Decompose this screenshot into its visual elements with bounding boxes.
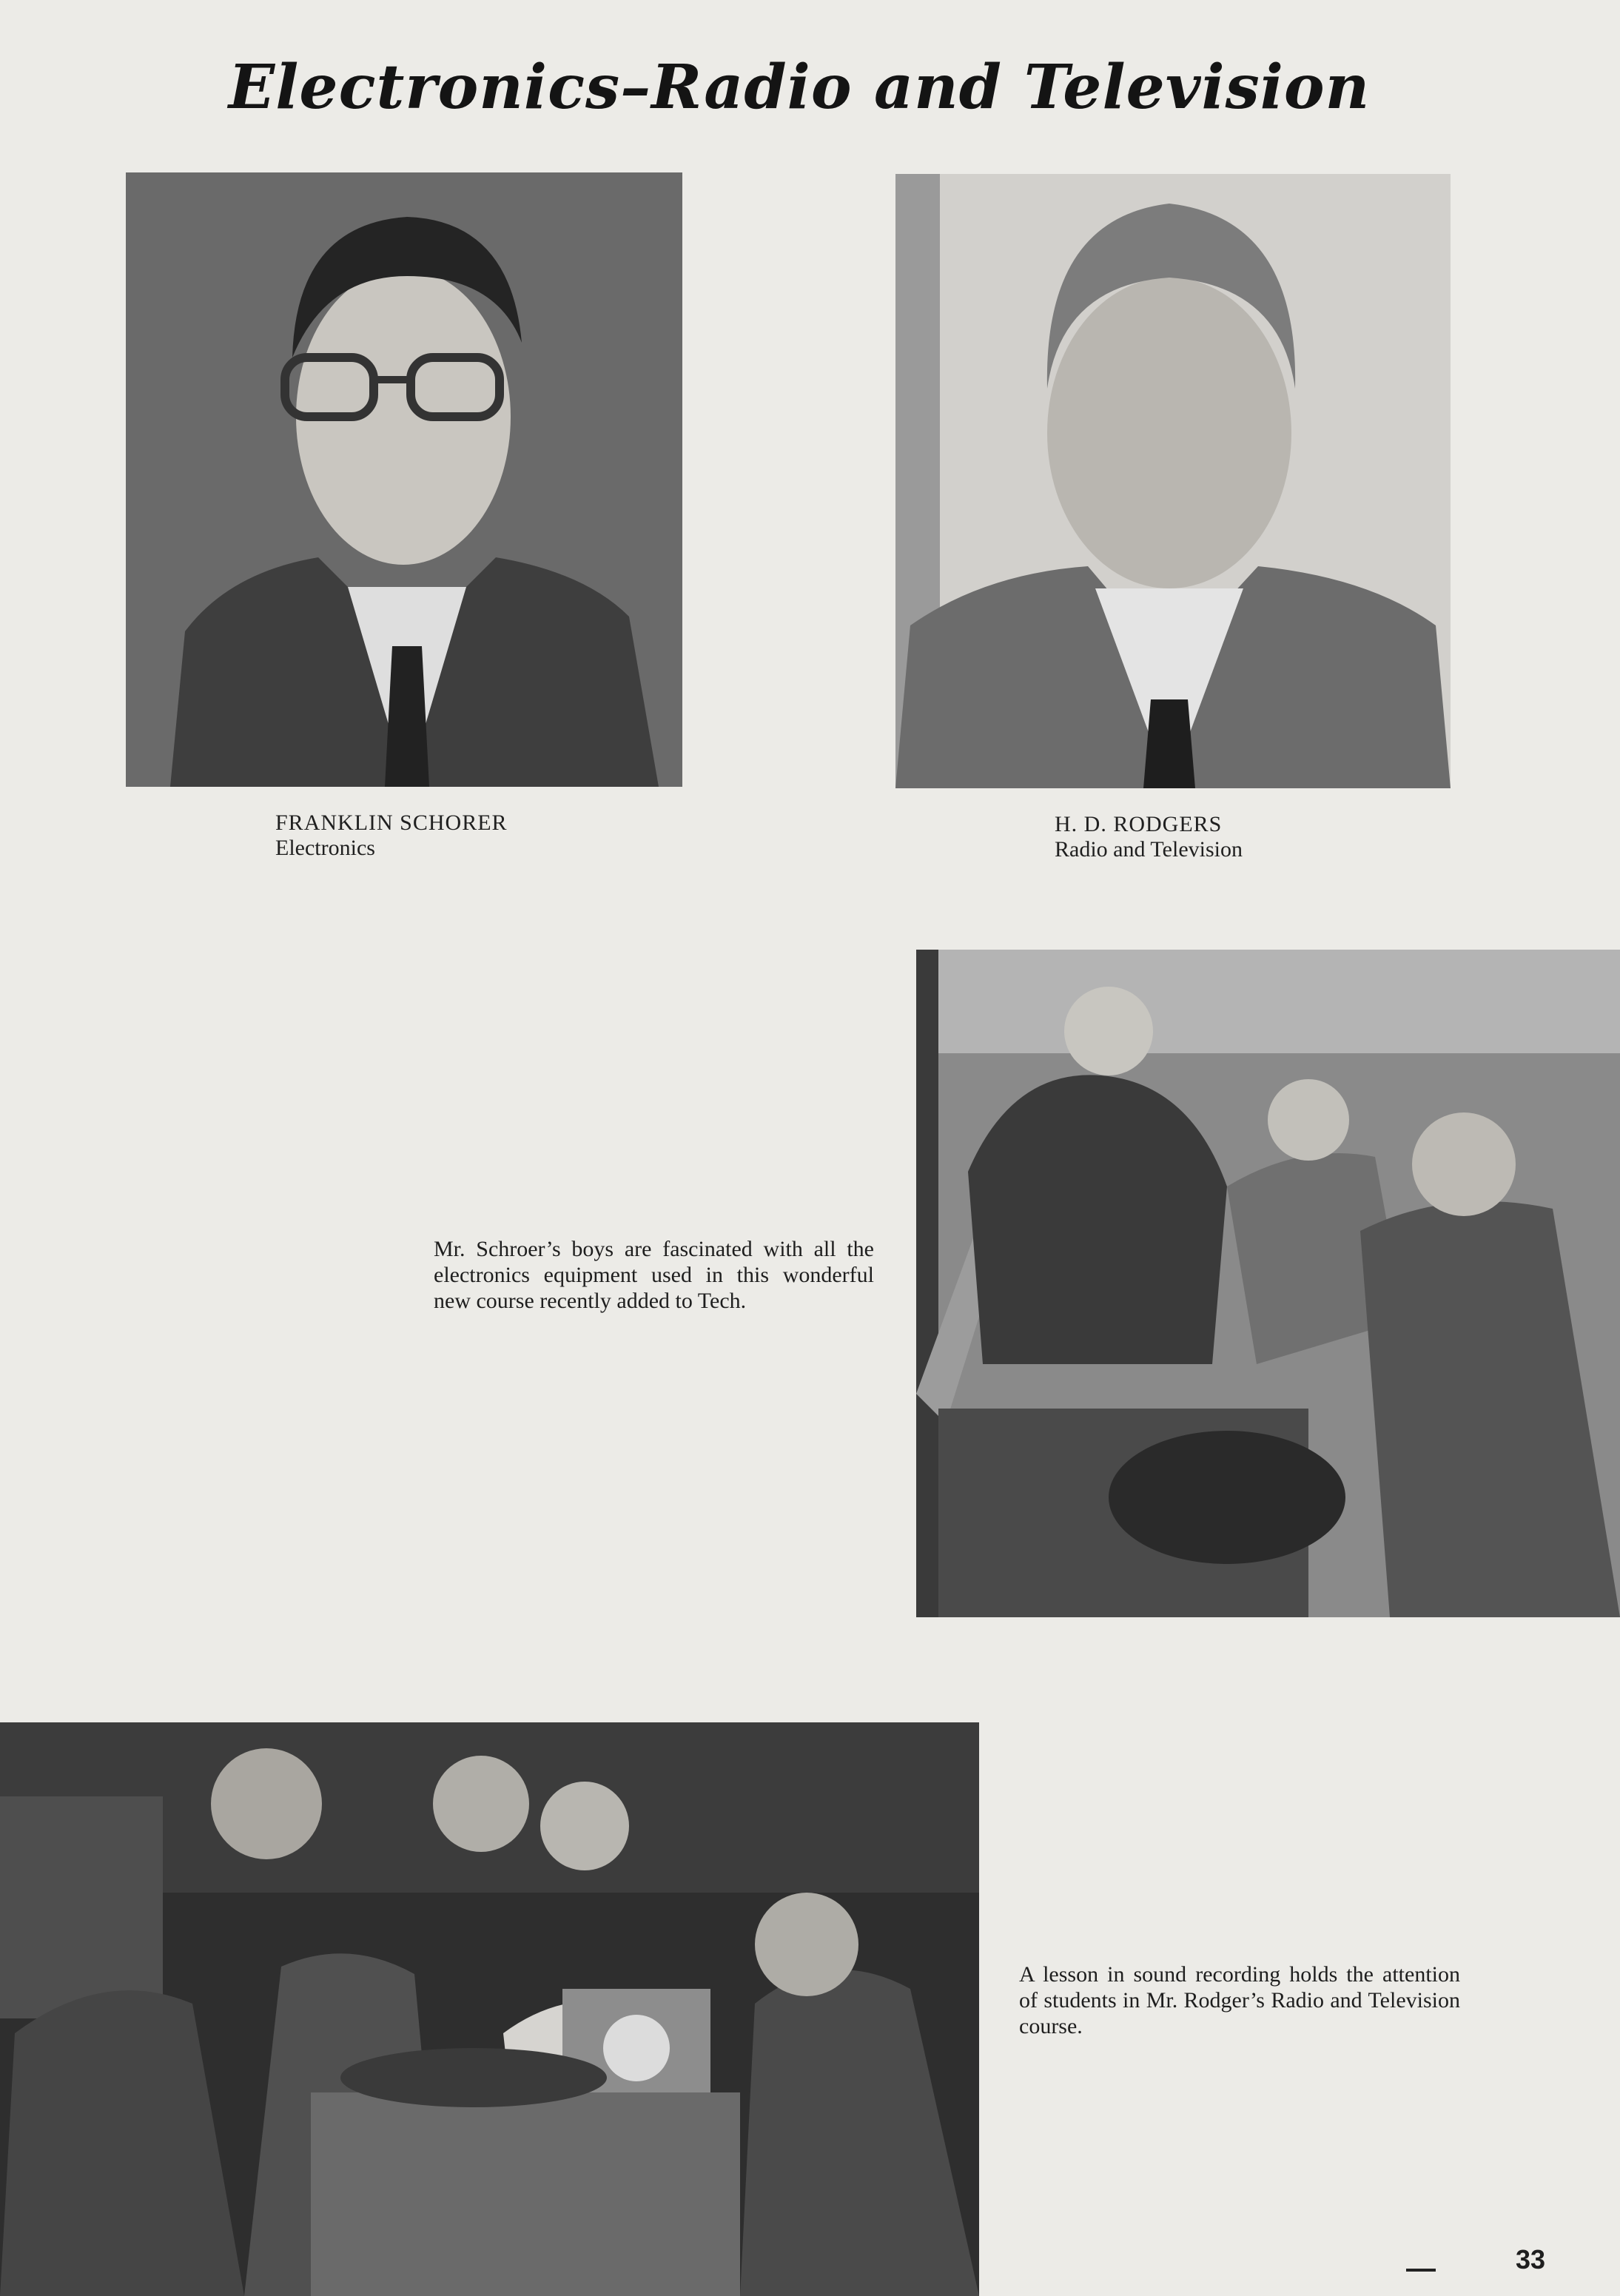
electronics-lab-photo — [916, 950, 1620, 1617]
page-number: 33 — [1516, 2244, 1546, 2275]
faculty-name: H. D. RODGERS — [1055, 812, 1223, 836]
page-title: Electronics–Radio and Television — [228, 52, 1371, 123]
sound-recording-photo — [0, 1722, 979, 2296]
lab-photo-caption: Mr. Schroer’s boys are fascinated with all the electronics equipment used in this wonderful new course recently added to Tech. — [434, 1237, 874, 1313]
faculty-caption-schorer — [275, 810, 508, 861]
portrait-photo-rodgers — [895, 174, 1451, 788]
recording-photo-caption: A lesson in sound recording holds the attention of students in Mr. Rodger’s Radio and Television course. — [1019, 1962, 1460, 2038]
faculty-caption-rodgers — [1055, 812, 1243, 862]
portrait-photo-schorer — [126, 172, 682, 787]
faculty-dept: Electronics — [275, 836, 375, 860]
page-number-dash — [1406, 2269, 1436, 2272]
faculty-name: FRANKLIN SCHORER — [275, 810, 508, 835]
faculty-dept: Radio and Television — [1055, 837, 1243, 862]
